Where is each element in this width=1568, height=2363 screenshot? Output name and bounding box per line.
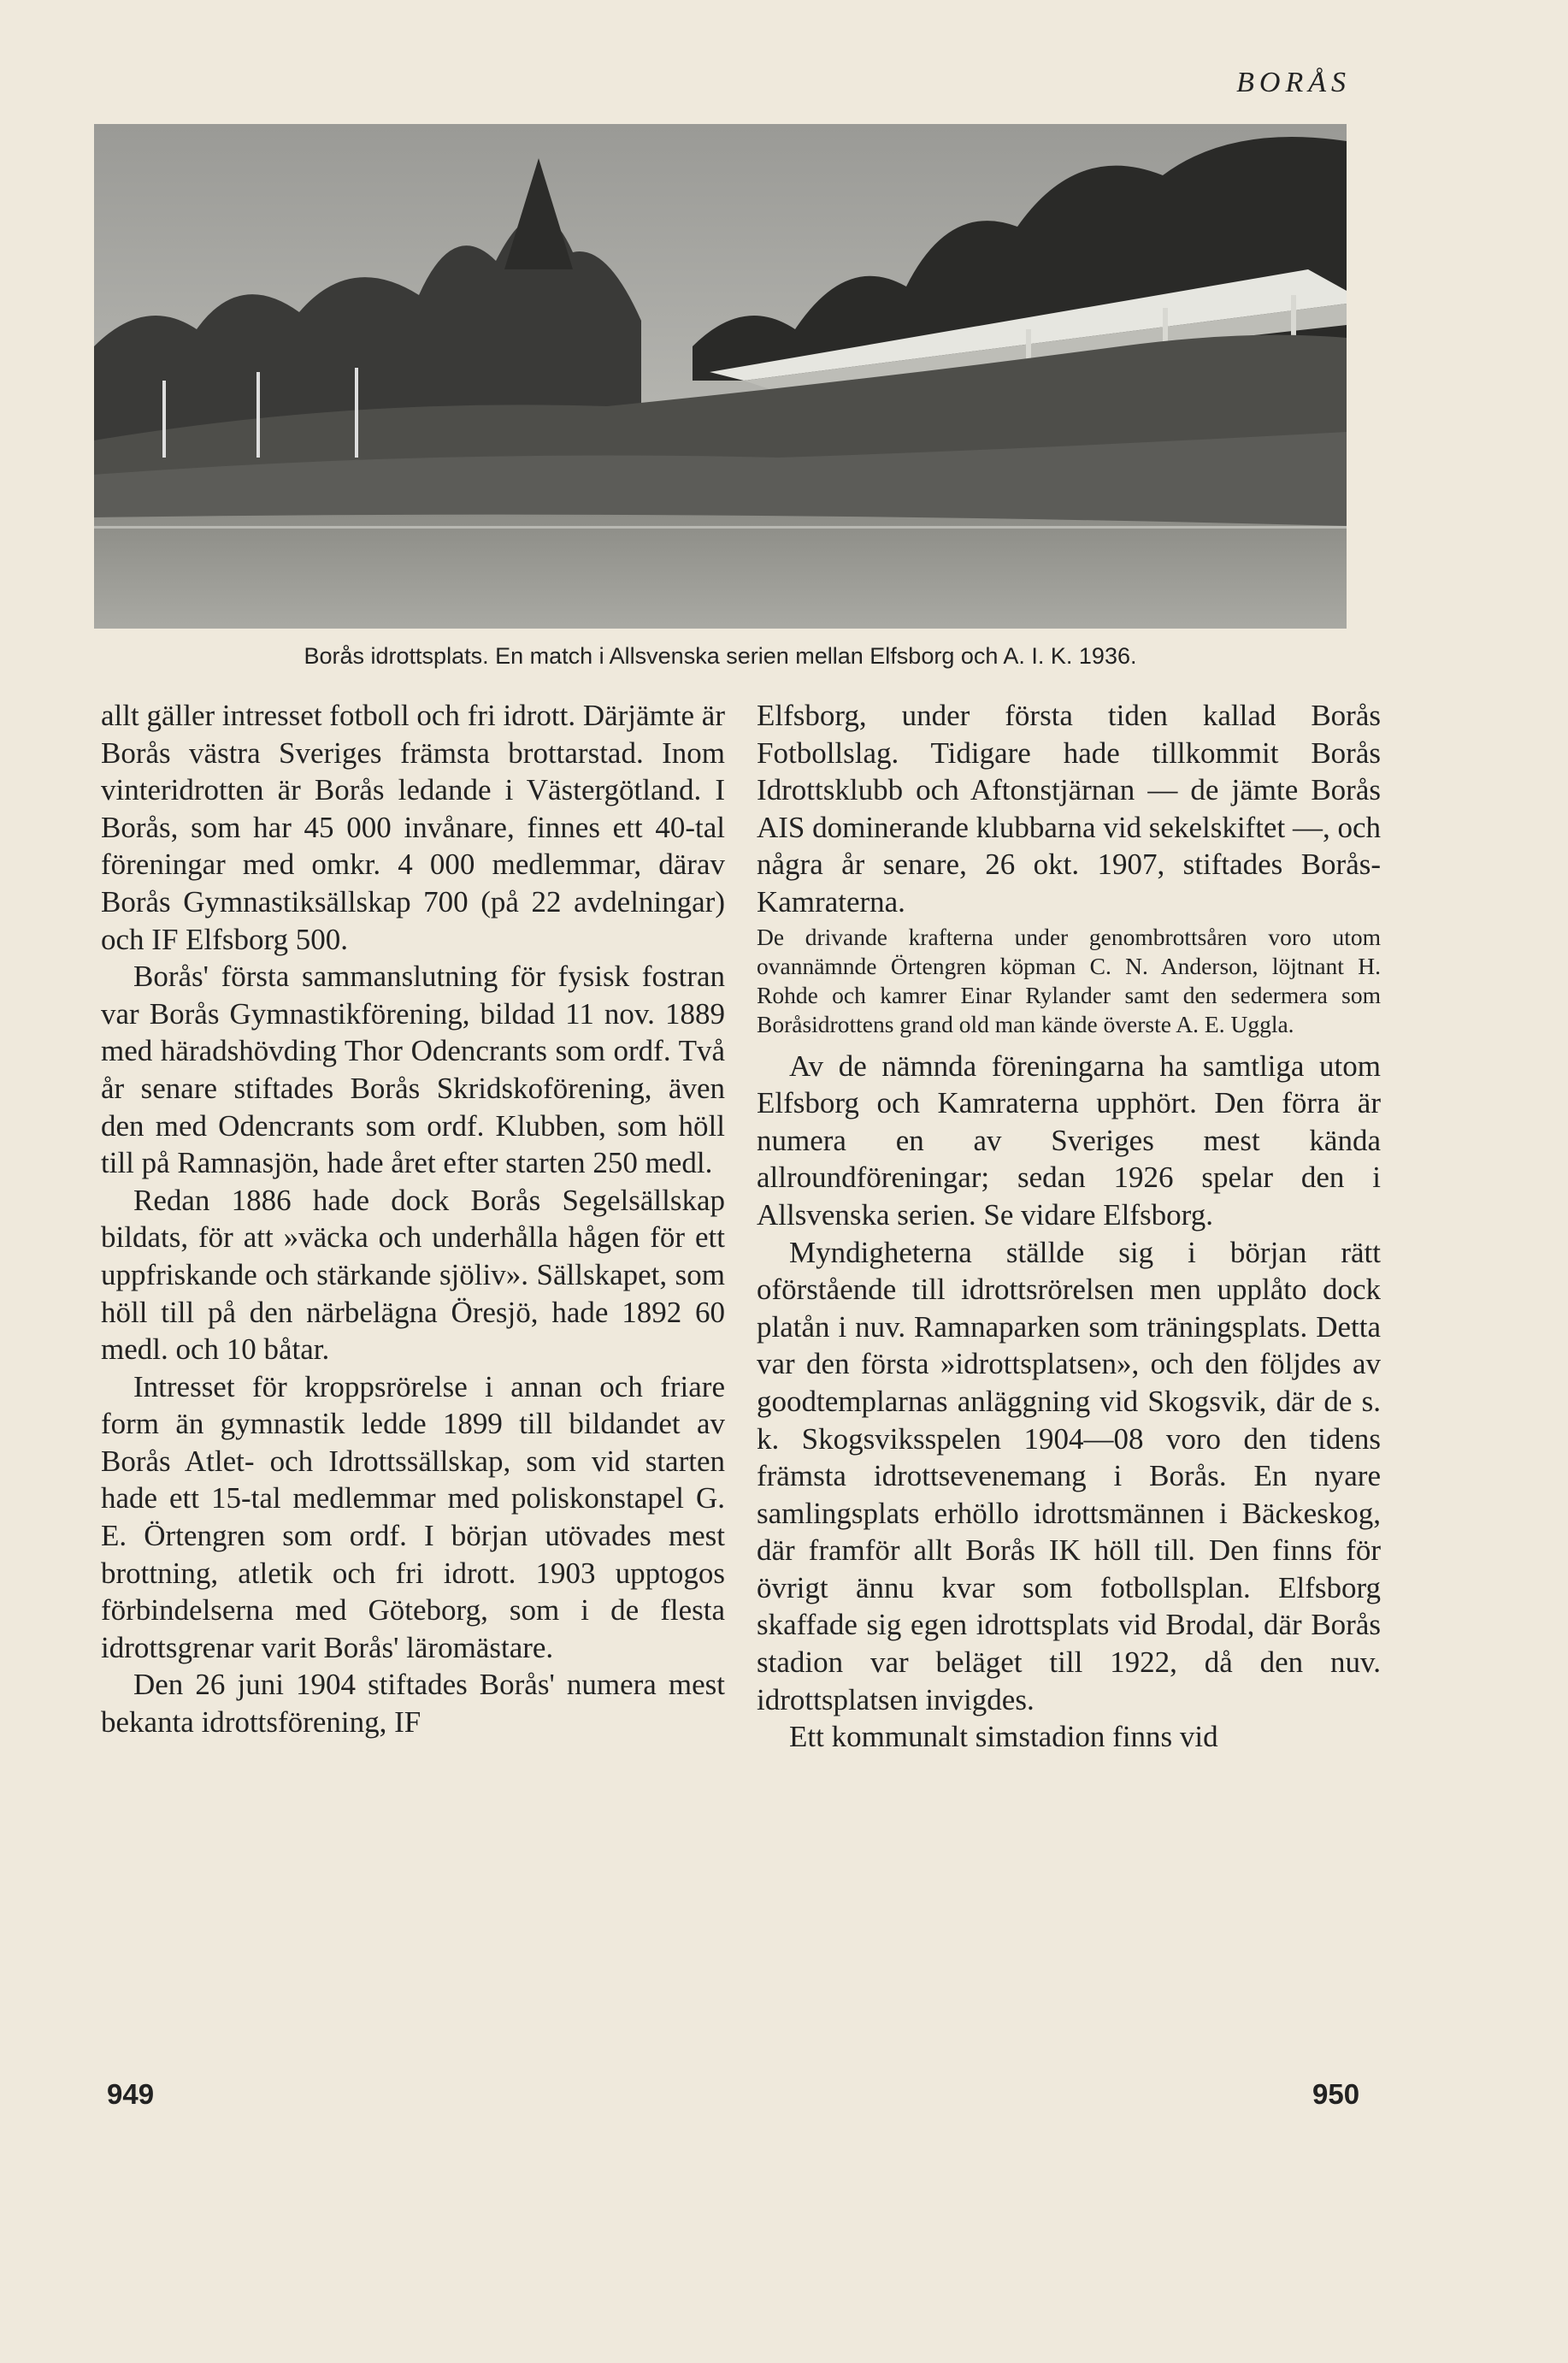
paragraph: Redan 1886 hade dock Borås Segelsällskap bildats, för att »väcka och underhålla hågen för ett uppfriskande och stärkande sjöliv». Sällskapet, som höll till på den närbelägna Öresjö, hade 1892 60 medl. och 10 båtar.	[101, 1183, 725, 1367]
paragraph: Av de nämnda föreningarna ha samtliga utom Elfsborg och Kamraterna upphört. Den förra är numera en av Sveriges mest kända allroundföreningar; sedan 1926 spelar den i Allsvenska serien. Se vidare Elfsborg.	[757, 1049, 1381, 1232]
paragraph: Myndigheterna ställde sig i början rätt oförstående till idrottsrörelsen men upplåto dock platån i nuv. Ramnaparken som träningsplats. Detta var den första »idrottsplatsen», och den följdes av goodtemplarnas anläggning vid Skogsvik, där de s. k. Skogsviksspelen 1904—08 voro den tidens främsta idrottsevenemang i Borås. En nyare samlingsplats erhöllo idrottsmännen i Bäckeskog, där framför allt Borås IK höll till. Den finns för övrigt ännu kvar som fotbollsplan. Elfsborg skaffade sig egen idrottsplats vid Brodal, där Borås stadion var beläget till 1922, då den nuv. idrottsplatsen invigdes.	[757, 1235, 1381, 1716]
page-number-right: 950	[1312, 2078, 1360, 2110]
running-head: BORÅS	[1236, 67, 1351, 98]
stadium-photo	[94, 124, 1347, 629]
page-number-left: 949	[107, 2078, 155, 2110]
photo-caption: Borås idrottsplats. En match i Allsvenska serien mellan Elfsborg och A. I. K. 1936.	[304, 643, 1137, 669]
left-column	[101, 697, 725, 1741]
paragraph: Borås' första sammanslutning för fysisk fostran var Borås Gymnastikförening, bildad 11 nov. 1889 med häradshövding Thor Odencrants som ordf. Två år senare stiftades Borås Skridskoförening, även den med Odencrants som ordf. Klubben, som höll till på Ramnasjön, hade året efter starten 250 medl.	[101, 960, 725, 1180]
paragraph: Den 26 juni 1904 stiftades Borås' numera mest bekanta idrottsförening, IF	[101, 1668, 725, 1740]
paragraph: Ett kommunalt simstadion finns vid	[789, 1720, 1218, 1754]
paragraph: Elfsborg, under första tiden kallad Borås Fotbollslag. Tidigare hade tillkommit Borås Idrottsklubb och Aftonstjärnan — de jämte Borås AIS dominerande klubbarna vid sekelskiftet —, och några år senare, 26 okt. 1907, stiftades Borås-Kamraterna.	[757, 699, 1381, 919]
paragraph: Intresset för kroppsrörelse i annan och friare form än gymnastik ledde 1899 till bildandet av Borås Atlet- och Idrottssällskap, som vid starten hade ett 15-tal medlemmar med poliskonstapel G. E. Örtengren som ordf. I början utövades mest brottning, atletik och fri idrott. 1903 upptogos förbindelserna med Göteborg, som i de flesta idrottsgrenar varit Borås' läromästare.	[101, 1369, 725, 1664]
paragraph: allt gäller intresset fotboll och fri idrott. Därjämte är Borås västra Sveriges främsta brottarstad. Inom vinteridrotten är Borås ledande i Västergötland. I Borås, som har 45 000 invånare, finnes ett 40-tal föreningar med omkr. 4 000 medlemmar, därav Borås Gymnastiksällskap 700 (på 22 avdelningar) och IF Elfsborg 500.	[101, 699, 725, 956]
stadium-photo-icon	[94, 124, 1347, 629]
right-column	[757, 697, 1381, 1756]
small-print-paragraph: De drivande krafterna under genombrottsåren voro utom ovannämnde Örtengren köpman C. N. Anderson, löjtnant H. Rohde och kamrer Einar Rylander samt den sedermera som Boråsidrottens grand old man kände överste A. E. Uggla.	[757, 923, 1381, 1037]
